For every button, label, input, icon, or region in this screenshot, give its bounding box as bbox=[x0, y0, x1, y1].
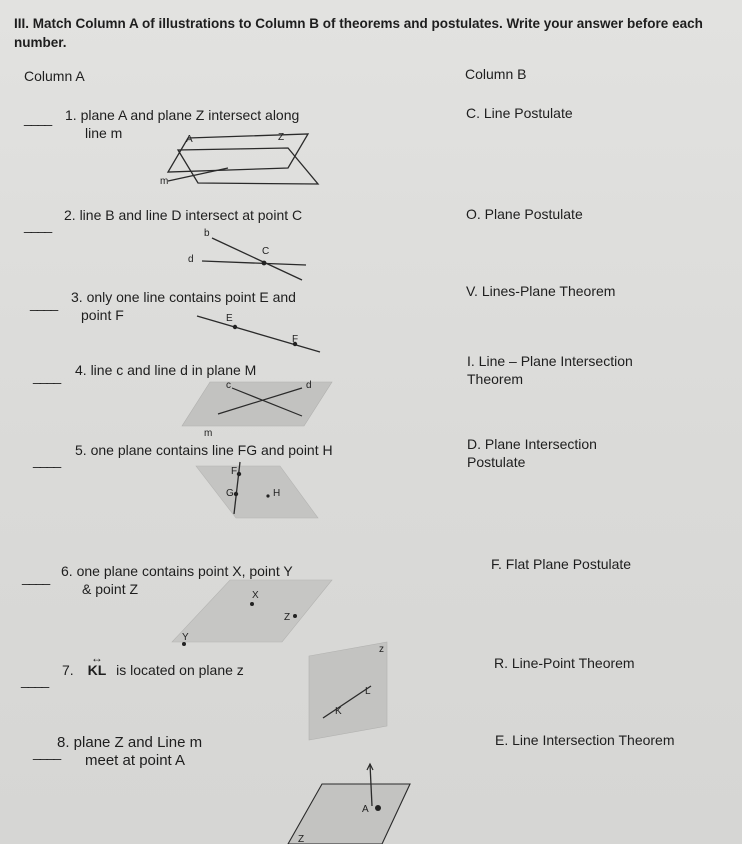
item-text: I. Line – Plane Intersection bbox=[467, 353, 633, 369]
point-e bbox=[233, 325, 237, 329]
item-text: point F bbox=[81, 307, 124, 323]
column-b-item-d bbox=[467, 435, 597, 471]
item-text: 2. line B and line D intersect at point C bbox=[64, 207, 303, 223]
figure-label: H bbox=[273, 488, 281, 499]
column-b-item-i bbox=[467, 352, 633, 388]
instructions: III. Match Column A of illustrations to Column B of theorems and postulates. Write your answer before each number. bbox=[14, 16, 703, 50]
plane-z bbox=[309, 642, 387, 740]
answer-blank-8[interactable]: ____ bbox=[33, 744, 61, 760]
item-text: 1. plane A and plane Z intersect along bbox=[65, 107, 300, 123]
column-a-header: Column A bbox=[24, 68, 85, 84]
figure-label: Z bbox=[298, 834, 305, 844]
figure-line-through-points bbox=[195, 312, 335, 357]
line-ef bbox=[197, 316, 320, 352]
item-text: D. Plane Intersection bbox=[467, 436, 597, 452]
figure-label: d bbox=[306, 380, 312, 391]
answer-blank-5[interactable]: ____ bbox=[33, 452, 61, 468]
item-text: V. Lines-Plane Theorem bbox=[466, 283, 616, 299]
column-b-item-o bbox=[466, 205, 583, 223]
column-b-item-v bbox=[466, 282, 615, 300]
point-g bbox=[234, 492, 238, 496]
column-b-header: Column B bbox=[465, 66, 527, 82]
figure-label: Z bbox=[278, 132, 285, 143]
figure-label: L bbox=[365, 686, 371, 697]
figure-label: c bbox=[226, 380, 231, 391]
item-text: is located on plane z bbox=[116, 662, 244, 678]
line-b bbox=[212, 238, 302, 280]
point-h bbox=[266, 494, 269, 497]
column-a-item-4 bbox=[75, 361, 256, 379]
point-c bbox=[262, 261, 267, 266]
figure-label: X bbox=[252, 590, 259, 601]
figure-label: m bbox=[204, 428, 213, 439]
answer-blank-2[interactable]: ____ bbox=[24, 217, 52, 233]
figure-label: Z bbox=[284, 612, 291, 623]
item-text: meet at point A bbox=[85, 752, 186, 769]
answer-blank-7[interactable]: ____ bbox=[21, 672, 49, 688]
item-text: Theorem bbox=[467, 371, 524, 387]
plane-z bbox=[288, 784, 410, 844]
item-text: C. Line Postulate bbox=[466, 105, 573, 121]
figure-label: A bbox=[362, 804, 369, 815]
line-d bbox=[202, 261, 306, 265]
item-text: 8. plane Z and Line m bbox=[57, 734, 203, 751]
item-text: & point Z bbox=[82, 581, 139, 597]
answer-blank-3[interactable]: ____ bbox=[30, 295, 58, 311]
point-a bbox=[375, 805, 381, 811]
item-text: 4. line c and line d in plane M bbox=[75, 362, 257, 378]
item-text: F. Flat Plane Postulate bbox=[491, 556, 632, 572]
figure-label: b bbox=[204, 228, 210, 239]
figure-line-meets-plane bbox=[282, 762, 412, 842]
figure-intersecting-planes bbox=[158, 128, 338, 198]
figure-line-on-plane bbox=[303, 640, 393, 740]
plane-fgh bbox=[196, 466, 318, 518]
figure-label: G bbox=[226, 488, 234, 499]
figure-intersecting-lines bbox=[180, 222, 320, 282]
line-m bbox=[168, 168, 228, 181]
item-text: E. Line Intersection Theorem bbox=[495, 732, 675, 748]
item-number: 7. bbox=[62, 662, 74, 678]
figure-lines-in-plane bbox=[182, 378, 332, 438]
column-a-item-8 bbox=[57, 734, 202, 770]
column-a-item-5 bbox=[75, 441, 333, 459]
item-text: line m bbox=[85, 125, 123, 141]
line-kl-symbol: ↔ KL bbox=[88, 661, 107, 679]
figure-label: m bbox=[160, 176, 169, 187]
figure-label: E bbox=[226, 313, 233, 324]
figure-label: C bbox=[262, 246, 270, 257]
item-text: 6. one plane contains point X, point Y bbox=[61, 563, 293, 579]
column-b-item-c bbox=[466, 104, 573, 122]
point-f bbox=[237, 472, 241, 476]
point-z bbox=[293, 614, 297, 618]
figure-label: F bbox=[292, 334, 299, 345]
column-a-item-7 bbox=[62, 661, 244, 679]
item-text: 3. only one line contains point E and bbox=[71, 289, 296, 305]
figure-label: z bbox=[379, 644, 384, 655]
point-x bbox=[250, 602, 254, 606]
figure-label: A bbox=[186, 134, 193, 145]
column-b-item-f bbox=[491, 555, 631, 573]
figure-plane-line-point bbox=[196, 460, 326, 520]
figure-label: d bbox=[188, 254, 194, 265]
figure-label: F bbox=[231, 466, 238, 477]
item-text: 5. one plane contains line FG and point H bbox=[75, 442, 333, 458]
answer-blank-4[interactable]: ____ bbox=[33, 368, 61, 384]
column-b-item-e bbox=[495, 731, 675, 749]
item-text: R. Line-Point Theorem bbox=[494, 655, 635, 671]
item-text: Postulate bbox=[467, 454, 526, 470]
column-b-item-r bbox=[494, 654, 635, 672]
item-text: O. Plane Postulate bbox=[466, 206, 583, 222]
figure-label: K bbox=[335, 706, 342, 717]
figure-plane-three-points bbox=[172, 578, 332, 648]
answer-blank-6[interactable]: ____ bbox=[22, 569, 50, 585]
answer-blank-1[interactable]: ____ bbox=[24, 110, 52, 126]
figure-label: Y bbox=[182, 632, 189, 643]
